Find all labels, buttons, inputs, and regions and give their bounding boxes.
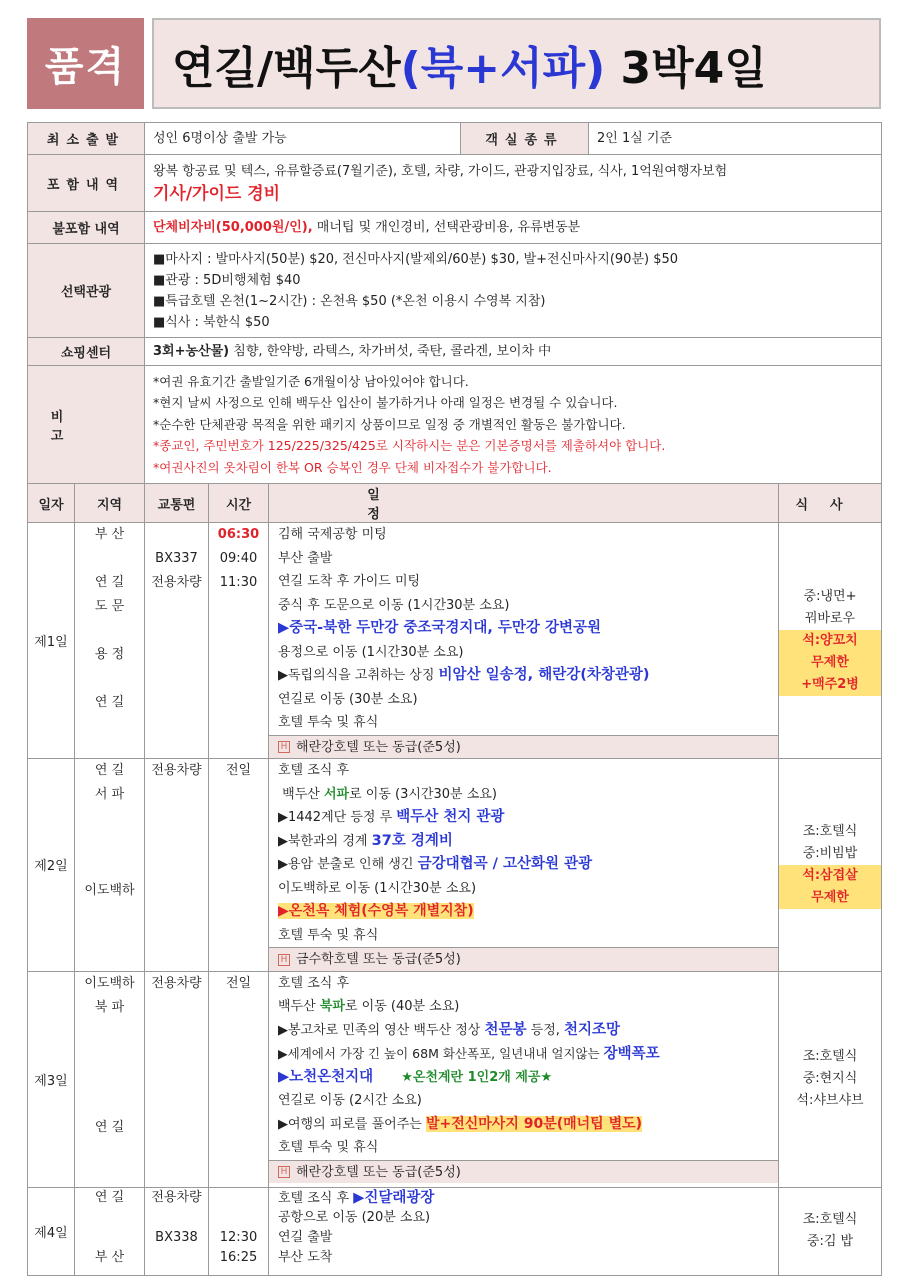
day-row: [28, 523, 882, 759]
option-label: 선택관광: [28, 244, 145, 338]
day-transport: BX337 전용차량: [145, 523, 209, 759]
grade-badge: 품격: [27, 18, 144, 109]
col-place: 지역: [75, 484, 145, 523]
shop-count: 3회+농산물): [153, 344, 230, 359]
hotel-icon: H: [278, 741, 290, 753]
day-row: [28, 971, 882, 1187]
day-times: 전일: [209, 971, 269, 1187]
day-meals: 조:호텔식 중:비빔밥 석:삼겹살 무제한: [779, 759, 882, 972]
info-table: [27, 122, 882, 484]
room-value: 2인 1실 기준: [589, 123, 882, 155]
day-places: 부 산 연 길 도 문 용 정 연 길: [75, 523, 145, 759]
option-spa: ■특급호텔 온천(1~2시간) : 온천욕 $50 (*온천 이용시 수영복 지참): [153, 293, 546, 309]
day-meals: 중:냉면+ 꿔바로우 석:양꼬치 무제한 +맥주2병: [779, 523, 882, 759]
day-times: 전일: [209, 759, 269, 972]
min-depart-label: 최소출발: [28, 123, 145, 155]
day-places: 이도백하 북 파 연 길: [75, 971, 145, 1187]
exclude-visa: 단체비자비(50,000원/인),: [153, 220, 313, 235]
option-massage: ■마사지 : 발마사지(50분) $20, 전신마사지(발제외/60분) $30, 발+전신마사지(90분) $50: [153, 251, 679, 267]
shop-label: 쇼핑센터: [28, 338, 145, 366]
shop-items: 침향, 한약방, 라텍스, 차가버섯, 죽탄, 콜라겐, 보이차 中: [229, 344, 552, 359]
note-item: *현지 날씨 사정으로 인해 백두산 입산이 불가하거나 아래 일정은 변경될 수 있습니다.: [153, 395, 618, 411]
day-row: [28, 759, 882, 972]
note-label: 비 고: [28, 366, 145, 484]
day-meals: 조:호텔식 중:김 밥: [779, 1187, 882, 1275]
hotel-icon: H: [278, 954, 290, 966]
page-title: 연길/백두산 (북+서파) 3박4일: [152, 18, 881, 109]
col-itinerary: 일 정: [269, 484, 779, 523]
day-row: [28, 1187, 882, 1275]
option-tour: ■관광 : 5D비행체험 $40: [153, 272, 301, 288]
hotel-line: H 해란강호텔 또는 동급(준5성): [269, 1160, 778, 1184]
option-meal: ■식사 : 북한식 $50: [153, 314, 270, 330]
exclude-rest: 매너팁 및 개인경비, 선택관광비용, 유류변동분: [312, 220, 581, 235]
note-item-warning: *여권사진의 옷차림이 한복 OR 승복인 경우 단체 비자접수가 불가합니다.: [153, 459, 552, 475]
day-times: 12:30 16:25: [209, 1187, 269, 1275]
day-transport: 전용차량 BX338: [145, 1187, 209, 1275]
schedule-table: [27, 483, 882, 1276]
col-day: 일자: [28, 484, 75, 523]
col-time: 시간: [209, 484, 269, 523]
include-value: 왕복 항공료 및 텍스, 유류할증료(7월기준), 호텔, 차량, 가이드, 관광지입장료, 식사, 1억원여행자보험: [153, 164, 728, 179]
day-transport: 전용차량: [145, 971, 209, 1187]
day-label: 제1일: [28, 523, 75, 759]
min-depart-value: 성인 6명이상 출발 가능: [145, 123, 461, 155]
day-transport: 전용차량: [145, 759, 209, 972]
col-meal: 식사: [779, 484, 882, 523]
day-itinerary: 호텔 조식 후 ▶진달래광장 공항으로 이동 (20분 소요) 연길 출발 부산 도착: [269, 1187, 779, 1275]
day-itinerary: 김해 국제공항 미팅 부산 출발 연길 도착 후 가이드 미팅 중식 후 도문으로 이동 (1시간30분 소요) ▶중국-북한 두만강 중조국경지대, 두만강 강변공원 용정으로 이동 (1시간30분 소요) ▶독립의식을 고취하는 상징 비암산 일송정, 해란강(차창관광) 연길로 이동 (30분 소요) 호텔 투숙 및 휴식 H 해란강호텔 또는 동급(준5성): [269, 523, 779, 759]
hotel-line: H 해란강호텔 또는 동급(준5성): [269, 735, 778, 759]
day-times: 06:30 09:40 11:30: [209, 523, 269, 759]
day-label: 제2일: [28, 759, 75, 972]
note-item: *순수한 단체관광 목적을 위한 패키지 상품이므로 일정 중 개별적인 활동은 불가합니다.: [153, 416, 626, 432]
day-places: 연 길 부 산: [75, 1187, 145, 1275]
day-itinerary: 호텔 조식 후 백두산 서파로 이동 (3시간30분 소요) ▶1442계단 등정 루 백두산 천지 관광 ▶북한과의 경계 37호 경계비 ▶용암 분출로 인해 생긴 금강대협곡 / 고산화원 관광 이도백하로 이동 (1시간30분 소요) ▶온천욕 체험(수영복 개별지참) 호텔 투숙 및 휴식 H 금수학호텔 또는 동급(준5성): [269, 759, 779, 972]
note-item-warning: *종교인, 주민번호가 125/225/325/425로 시작하시는 분은 기본증명서를 제출하셔야 합니다.: [153, 438, 666, 454]
note-item: *여권 유효기간 출발일기준 6개월이상 남아있어야 합니다.: [153, 373, 469, 389]
room-label: 객실종류: [461, 123, 589, 155]
day-meals: 조:호텔식 중:현지식 석:샤브샤브: [779, 971, 882, 1187]
include-extra: 기사/가이드 경비: [153, 184, 281, 204]
day-label: 제3일: [28, 971, 75, 1187]
include-label: 포함내역: [28, 155, 145, 212]
day-places: 연 길 서 파 이도백하: [75, 759, 145, 972]
day-itinerary: 호텔 조식 후 백두산 북파로 이동 (40분 소요) ▶봉고차로 민족의 영산 백두산 정상 천문봉 등정, 천지조망 ▶세계에서 가장 긴 높이 68M 화산폭포, 일년내내 얼지않는 장백폭포 ▶노천온천지대 ★온천계란 1인2개 제공★ 연길로 이동 (2시간 소요) ▶여행의 피로를 풀어주는 발+전신마사지 90분(매너팁 별도) 호텔 투숙 및 휴식 H 해란강호텔 또는 동급(준5성): [269, 971, 779, 1187]
col-transport: 교통편: [145, 484, 209, 523]
hotel-line: H 금수학호텔 또는 동급(준5성): [269, 947, 778, 971]
day-label: 제4일: [28, 1187, 75, 1275]
hotel-icon: H: [278, 1166, 290, 1178]
exclude-label: 불포함 내역: [28, 212, 145, 244]
